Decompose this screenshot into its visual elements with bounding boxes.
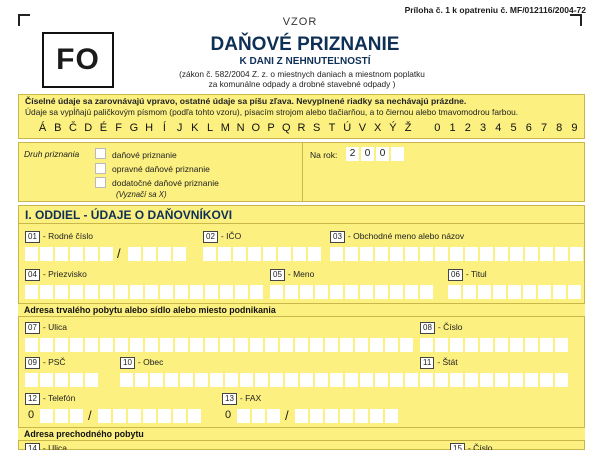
input-cell[interactable] (310, 338, 323, 352)
fax-slash: / (285, 408, 289, 423)
input-cell[interactable] (308, 247, 321, 261)
fax-number-input[interactable] (295, 409, 398, 423)
option-label-dodatocne: dodatočné daňové priznanie (112, 178, 219, 188)
field-label-06: 06 - Titul (448, 269, 487, 281)
sample-char: J (176, 122, 183, 134)
input-cell[interactable] (113, 409, 126, 423)
input-cell[interactable] (355, 338, 368, 352)
input-cell[interactable] (360, 247, 373, 261)
input-cell[interactable] (510, 373, 523, 387)
input-cell[interactable] (40, 338, 53, 352)
input-cell[interactable] (165, 373, 178, 387)
input-cell[interactable] (435, 338, 448, 352)
input-cell[interactable] (70, 409, 83, 423)
input-cell[interactable] (55, 409, 68, 423)
sample-char: F (115, 122, 123, 134)
input-cell[interactable] (375, 247, 388, 261)
input-cell[interactable] (420, 285, 433, 299)
input-cell[interactable] (478, 285, 491, 299)
country-input[interactable] (420, 373, 568, 387)
sample-char: 8 (556, 122, 563, 134)
field-label-13: 13 - FAX (222, 393, 261, 405)
input-cell[interactable] (130, 285, 143, 299)
input-cell[interactable] (205, 338, 218, 352)
input-cell[interactable] (218, 247, 231, 261)
input-cell[interactable] (40, 373, 53, 387)
input-cell[interactable] (128, 247, 141, 261)
panel-divider (302, 142, 303, 202)
input-cell[interactable] (70, 285, 83, 299)
input-cell[interactable] (390, 247, 403, 261)
input-cell[interactable] (220, 338, 233, 352)
input-cell[interactable] (420, 338, 433, 352)
form-code-box: FO (42, 32, 114, 88)
input-cell[interactable] (25, 373, 38, 387)
checkbox-dodatocne-priznanie[interactable] (95, 177, 106, 188)
input-cell[interactable] (360, 285, 373, 299)
input-cell[interactable] (85, 247, 98, 261)
sample-char: Ú (343, 122, 352, 134)
sample-char: B (54, 122, 62, 134)
input-cell[interactable] (300, 285, 313, 299)
input-cell[interactable] (495, 373, 508, 387)
input-cell[interactable] (510, 338, 523, 352)
input-cell[interactable] (128, 409, 141, 423)
sample-char: 7 (540, 122, 548, 134)
input-cell[interactable] (278, 247, 291, 261)
sample-char: 6 (525, 122, 532, 134)
watermark-vzor: VZOR (282, 16, 318, 28)
input-cell[interactable] (203, 247, 216, 261)
input-cell[interactable] (315, 373, 328, 387)
input-cell[interactable] (435, 247, 448, 261)
input-cell[interactable] (555, 373, 568, 387)
fax-prefix: 0 (225, 409, 232, 421)
input-cell[interactable] (195, 373, 208, 387)
input-cell[interactable] (540, 373, 553, 387)
input-cell[interactable] (130, 338, 143, 352)
checkbox-opravne-priznanie[interactable] (95, 163, 106, 174)
input-cell[interactable] (252, 409, 265, 423)
sample-char: G (129, 122, 139, 134)
input-cell[interactable] (158, 409, 171, 423)
input-cell[interactable] (493, 285, 506, 299)
input-cell[interactable] (55, 373, 68, 387)
input-cell[interactable] (555, 247, 568, 261)
input-cell[interactable] (330, 285, 343, 299)
year-digit-2[interactable]: 0 (361, 147, 374, 161)
input-cell[interactable] (143, 409, 156, 423)
input-cell[interactable] (265, 338, 278, 352)
law-reference-line2: za komunálne odpady a drobné stavebné odpady ) (208, 79, 396, 89)
street-input[interactable] (25, 338, 413, 352)
field-label-10: 10 - Obec (120, 357, 163, 369)
field-label-08: 08 - Číslo (420, 322, 462, 334)
input-cell[interactable] (495, 247, 508, 261)
year-digit-4[interactable] (391, 147, 404, 161)
input-cell[interactable] (420, 373, 433, 387)
input-cell[interactable] (85, 373, 98, 387)
input-cell[interactable] (190, 338, 203, 352)
sample-char: 1 (449, 122, 456, 134)
input-cell[interactable] (360, 373, 373, 387)
input-cell[interactable] (400, 338, 413, 352)
input-cell[interactable] (293, 247, 306, 261)
input-cell[interactable] (525, 373, 538, 387)
municipality-input[interactable] (120, 373, 418, 387)
ico-input[interactable] (203, 247, 321, 261)
year-digit-3[interactable]: 0 (376, 147, 389, 161)
year-input[interactable] (346, 147, 404, 161)
input-cell[interactable] (175, 338, 188, 352)
sample-char: 3 (480, 122, 487, 134)
input-cell[interactable] (523, 285, 536, 299)
instructions-line2: Údaje sa vypĺňajú paličkovým písmom (podľa tohto vzoru), písacím strojom alebo tlačiarňou, a to čiernou alebo tmavomodrou farbou. (25, 107, 519, 117)
field-label-12: 12 - Telefón (25, 393, 75, 405)
sample-char: K (191, 122, 199, 134)
input-cell[interactable] (340, 409, 353, 423)
sample-char: 4 (495, 122, 502, 134)
input-cell[interactable] (55, 338, 68, 352)
sample-char: É (99, 122, 108, 134)
input-cell[interactable] (375, 373, 388, 387)
option-label-opravne: opravné daňové priznanie (112, 164, 210, 174)
sample-char: Q (281, 122, 291, 134)
input-cell[interactable] (553, 285, 566, 299)
sample-char: Ý (389, 122, 397, 134)
year-digit-1[interactable]: 2 (346, 147, 359, 161)
input-cell[interactable] (450, 373, 463, 387)
input-cell[interactable] (385, 338, 398, 352)
sample-char: S (313, 122, 321, 134)
input-cell[interactable] (190, 285, 203, 299)
sample-char: V (358, 122, 367, 134)
input-cell[interactable] (70, 247, 83, 261)
input-cell[interactable] (237, 409, 250, 423)
business-name-input[interactable] (330, 247, 583, 261)
input-cell[interactable] (173, 409, 186, 423)
input-cell[interactable] (295, 409, 308, 423)
phone-number-input[interactable] (98, 409, 201, 423)
input-cell[interactable] (145, 338, 158, 352)
input-cell[interactable] (285, 373, 298, 387)
input-cell[interactable] (525, 338, 538, 352)
option-label-danove: daňové priznanie (112, 150, 177, 160)
input-cell[interactable] (55, 285, 68, 299)
phone-area-input[interactable] (40, 409, 83, 423)
input-cell[interactable] (465, 247, 478, 261)
input-cell[interactable] (100, 338, 113, 352)
input-cell[interactable] (150, 373, 163, 387)
input-cell[interactable] (70, 373, 83, 387)
field-label-03: 03 - Obchodné meno alebo názov (330, 231, 464, 243)
field-label-15: 15 - Číslo (450, 443, 492, 450)
year-label: Na rok: (310, 150, 338, 160)
input-cell[interactable] (175, 285, 188, 299)
form-subtitle: K DANI Z NEHNUTEĽNOSTÍ (239, 56, 371, 67)
sample-char: M (220, 122, 230, 134)
input-cell[interactable] (508, 285, 521, 299)
input-cell[interactable] (435, 373, 448, 387)
input-cell[interactable] (345, 247, 358, 261)
input-cell[interactable] (270, 285, 283, 299)
input-cell[interactable] (370, 338, 383, 352)
input-cell[interactable] (310, 409, 323, 423)
input-cell[interactable] (233, 247, 246, 261)
input-cell[interactable] (145, 285, 158, 299)
input-cell[interactable] (70, 338, 83, 352)
input-cell[interactable] (85, 285, 98, 299)
input-cell[interactable] (390, 285, 403, 299)
sample-char: T (328, 122, 336, 134)
form-title: DAŇOVÉ PRIZNANIE (210, 34, 400, 55)
sample-char: D (84, 122, 93, 134)
sample-char: 9 (571, 122, 578, 134)
input-cell[interactable] (188, 409, 201, 423)
field-label-14: 14 - Ulica (25, 443, 67, 450)
sample-char: Ž (404, 122, 412, 134)
field-label-11: 11 - Štát (420, 357, 458, 369)
input-cell[interactable] (405, 285, 418, 299)
input-cell[interactable] (285, 285, 298, 299)
sample-char: P (267, 122, 275, 134)
input-cell[interactable] (405, 373, 418, 387)
input-cell[interactable] (538, 285, 551, 299)
input-cell[interactable] (40, 247, 53, 261)
section-1-heading: I. ODDIEL - ÚDAJE O DAŇOVNÍKOVI (18, 205, 585, 224)
input-cell[interactable] (345, 373, 358, 387)
phone-slash: / (88, 408, 92, 423)
phone-prefix: 0 (28, 409, 35, 421)
input-cell[interactable] (263, 247, 276, 261)
input-cell[interactable] (225, 373, 238, 387)
input-cell[interactable] (463, 285, 476, 299)
input-cell[interactable] (158, 247, 171, 261)
input-cell[interactable] (280, 338, 293, 352)
sample-char: R (297, 122, 306, 134)
input-cell[interactable] (143, 247, 156, 261)
input-cell[interactable] (85, 338, 98, 352)
fax-area-input[interactable] (237, 409, 280, 423)
input-cell[interactable] (160, 285, 173, 299)
sample-char: Á (38, 122, 47, 134)
sample-char: X (373, 122, 382, 134)
input-cell[interactable] (240, 373, 253, 387)
field-label-04: 04 - Priezvisko (25, 269, 87, 281)
input-cell[interactable] (100, 285, 113, 299)
checkbox-danove-priznanie[interactable] (95, 148, 106, 159)
input-cell[interactable] (135, 373, 148, 387)
permanent-address-band: Adresa trvalého pobytu alebo sídlo alebo miesto podnikania (18, 303, 585, 317)
input-cell[interactable] (495, 338, 508, 352)
input-cell[interactable] (160, 338, 173, 352)
input-cell[interactable] (390, 373, 403, 387)
sample-char: Č (68, 122, 77, 134)
input-cell[interactable] (115, 285, 128, 299)
surname-input[interactable] (25, 285, 263, 299)
input-cell[interactable] (375, 285, 388, 299)
field-label-09: 09 - PSČ (25, 357, 66, 369)
birth-number-part1[interactable] (25, 247, 113, 261)
input-cell[interactable] (330, 373, 343, 387)
sample-char: N (236, 122, 245, 134)
input-cell[interactable] (115, 338, 128, 352)
temporary-address-band: Adresa prechodného pobytu (18, 427, 585, 441)
house-number-input[interactable] (420, 338, 568, 352)
input-cell[interactable] (465, 373, 478, 387)
input-cell[interactable] (510, 247, 523, 261)
input-cell[interactable] (355, 409, 368, 423)
field-label-07: 07 - Ulica (25, 322, 67, 334)
input-cell[interactable] (385, 409, 398, 423)
input-cell[interactable] (255, 373, 268, 387)
sample-char: 0 (434, 122, 441, 134)
input-cell[interactable] (210, 373, 223, 387)
title-input[interactable] (448, 285, 581, 299)
field-label-02: 02 - IČO (203, 231, 241, 243)
input-cell[interactable] (40, 285, 53, 299)
field-label-01: 01 - Rodné číslo (25, 231, 93, 243)
sample-char: Í (162, 122, 166, 134)
input-cell[interactable] (330, 247, 343, 261)
input-cell[interactable] (325, 338, 338, 352)
sample-char: L (207, 122, 214, 134)
birth-number-slash: / (117, 246, 121, 261)
input-cell[interactable] (420, 247, 433, 261)
input-cell[interactable] (555, 338, 568, 352)
input-cell[interactable] (295, 338, 308, 352)
input-cell[interactable] (340, 338, 353, 352)
input-cell[interactable] (370, 409, 383, 423)
input-cell[interactable] (40, 409, 53, 423)
input-cell[interactable] (250, 338, 263, 352)
input-cell[interactable] (235, 285, 248, 299)
input-cell[interactable] (568, 285, 581, 299)
input-cell[interactable] (325, 409, 338, 423)
input-cell[interactable] (480, 247, 493, 261)
input-cell[interactable] (25, 338, 38, 352)
input-cell[interactable] (525, 247, 538, 261)
input-cell[interactable] (55, 247, 68, 261)
input-cell[interactable] (315, 285, 328, 299)
input-cell[interactable] (250, 285, 263, 299)
input-cell[interactable] (98, 409, 111, 423)
input-cell[interactable] (300, 373, 313, 387)
sample-char: 5 (510, 122, 517, 134)
input-cell[interactable] (270, 373, 283, 387)
input-cell[interactable] (450, 247, 463, 261)
input-cell[interactable] (220, 285, 233, 299)
mark-with-x-note: (Vyznačí sa X) (116, 190, 167, 199)
input-cell[interactable] (480, 373, 493, 387)
sample-char: H (145, 122, 154, 134)
input-cell[interactable] (25, 247, 38, 261)
sample-alphabet (36, 122, 581, 134)
input-cell[interactable] (120, 373, 133, 387)
sample-char: 2 (464, 122, 471, 134)
input-cell[interactable] (267, 409, 280, 423)
input-cell[interactable] (345, 285, 358, 299)
input-cell[interactable] (540, 338, 553, 352)
input-cell[interactable] (450, 338, 463, 352)
input-cell[interactable] (448, 285, 461, 299)
declaration-type-label: Druh priznania (24, 149, 80, 159)
input-cell[interactable] (100, 247, 113, 261)
input-cell[interactable] (180, 373, 193, 387)
field-label-05: 05 - Meno (270, 269, 314, 281)
postal-code-input[interactable] (25, 373, 98, 387)
instructions-line1: Číselné údaje sa zarovnávajú vpravo, ostatné údaje sa píšu zľava. Nevyplnené riadky sa nechávajú prázdne. (25, 96, 467, 106)
law-reference-line1: (zákon č. 582/2004 Z. z. o miestnych daniach a miestnom poplatku (179, 69, 425, 79)
first-name-input[interactable] (270, 285, 433, 299)
appendix-reference: Príloha č. 1 k opatreniu č. MF/012116/2004-72 (404, 5, 586, 15)
sample-char: O (251, 122, 261, 134)
input-cell[interactable] (405, 247, 418, 261)
birth-number-part2[interactable] (128, 247, 186, 261)
input-cell[interactable] (480, 338, 493, 352)
input-cell[interactable] (205, 285, 218, 299)
input-cell[interactable] (248, 247, 261, 261)
input-cell[interactable] (25, 285, 38, 299)
input-cell[interactable] (173, 247, 186, 261)
input-cell[interactable] (235, 338, 248, 352)
input-cell[interactable] (465, 338, 478, 352)
input-cell[interactable] (540, 247, 553, 261)
input-cell[interactable] (570, 247, 583, 261)
